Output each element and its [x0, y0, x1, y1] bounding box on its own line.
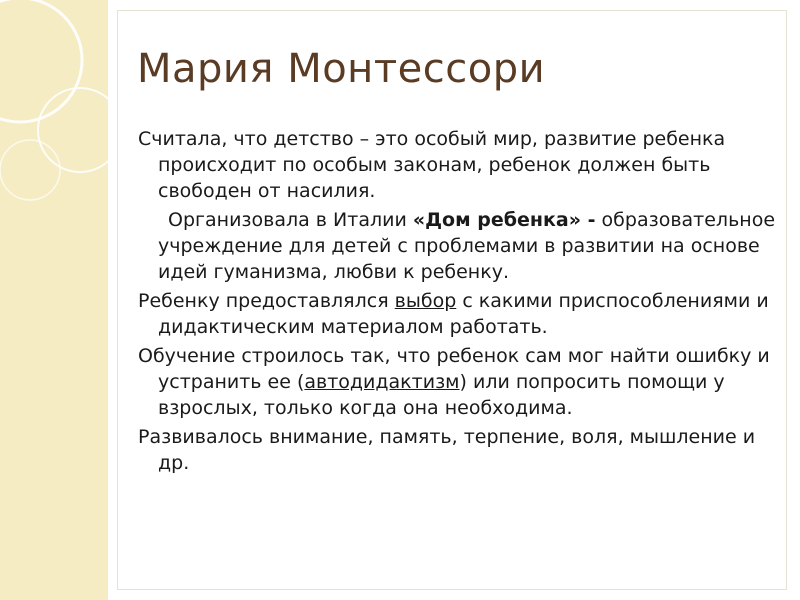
autodidactism-underlined: автодидактизм	[304, 371, 460, 393]
paragraph-text: Развивалось внимание, память, терпение, воля, мышление и др.	[138, 426, 756, 474]
paragraph-rest: образовательное учреждение для детей с проблемами в развитии на основе идей гуманизма, любви к ребенку.	[158, 209, 776, 283]
slide-title: Мария Монтессори	[137, 46, 546, 92]
paragraph-after: с какими приспособлениями и дидактическим материалом работать.	[158, 290, 769, 338]
paragraph-after: ) или попросить помощи у взрослых, только когда она необходима.	[158, 371, 725, 419]
paragraph-lead: Организовала в Италии	[168, 209, 413, 231]
paragraph-before: Обучение строилось так, что ребенок сам мог найти ошибку и устранить ее (	[138, 345, 770, 393]
paragraph-choice	[138, 288, 778, 340]
paragraph-text: Считала, что детство – это особый мир, развитие ребенка происходит по особым законам, ребенок должен быть свободен от насилия.	[138, 128, 726, 202]
choice-underlined: выбор	[394, 290, 457, 312]
house-of-child-emphasis: «Дом ребенка» -	[412, 209, 596, 231]
paragraph-learning	[138, 343, 778, 421]
paragraph-house-of-child	[138, 207, 778, 285]
paragraph-before: Ребенку предоставлялся	[138, 290, 395, 312]
slide-content	[138, 126, 778, 479]
decorative-circles	[0, 0, 108, 600]
paragraph-development	[138, 424, 778, 476]
left-decorative-band	[0, 0, 108, 600]
paragraph-childhood	[138, 126, 778, 204]
